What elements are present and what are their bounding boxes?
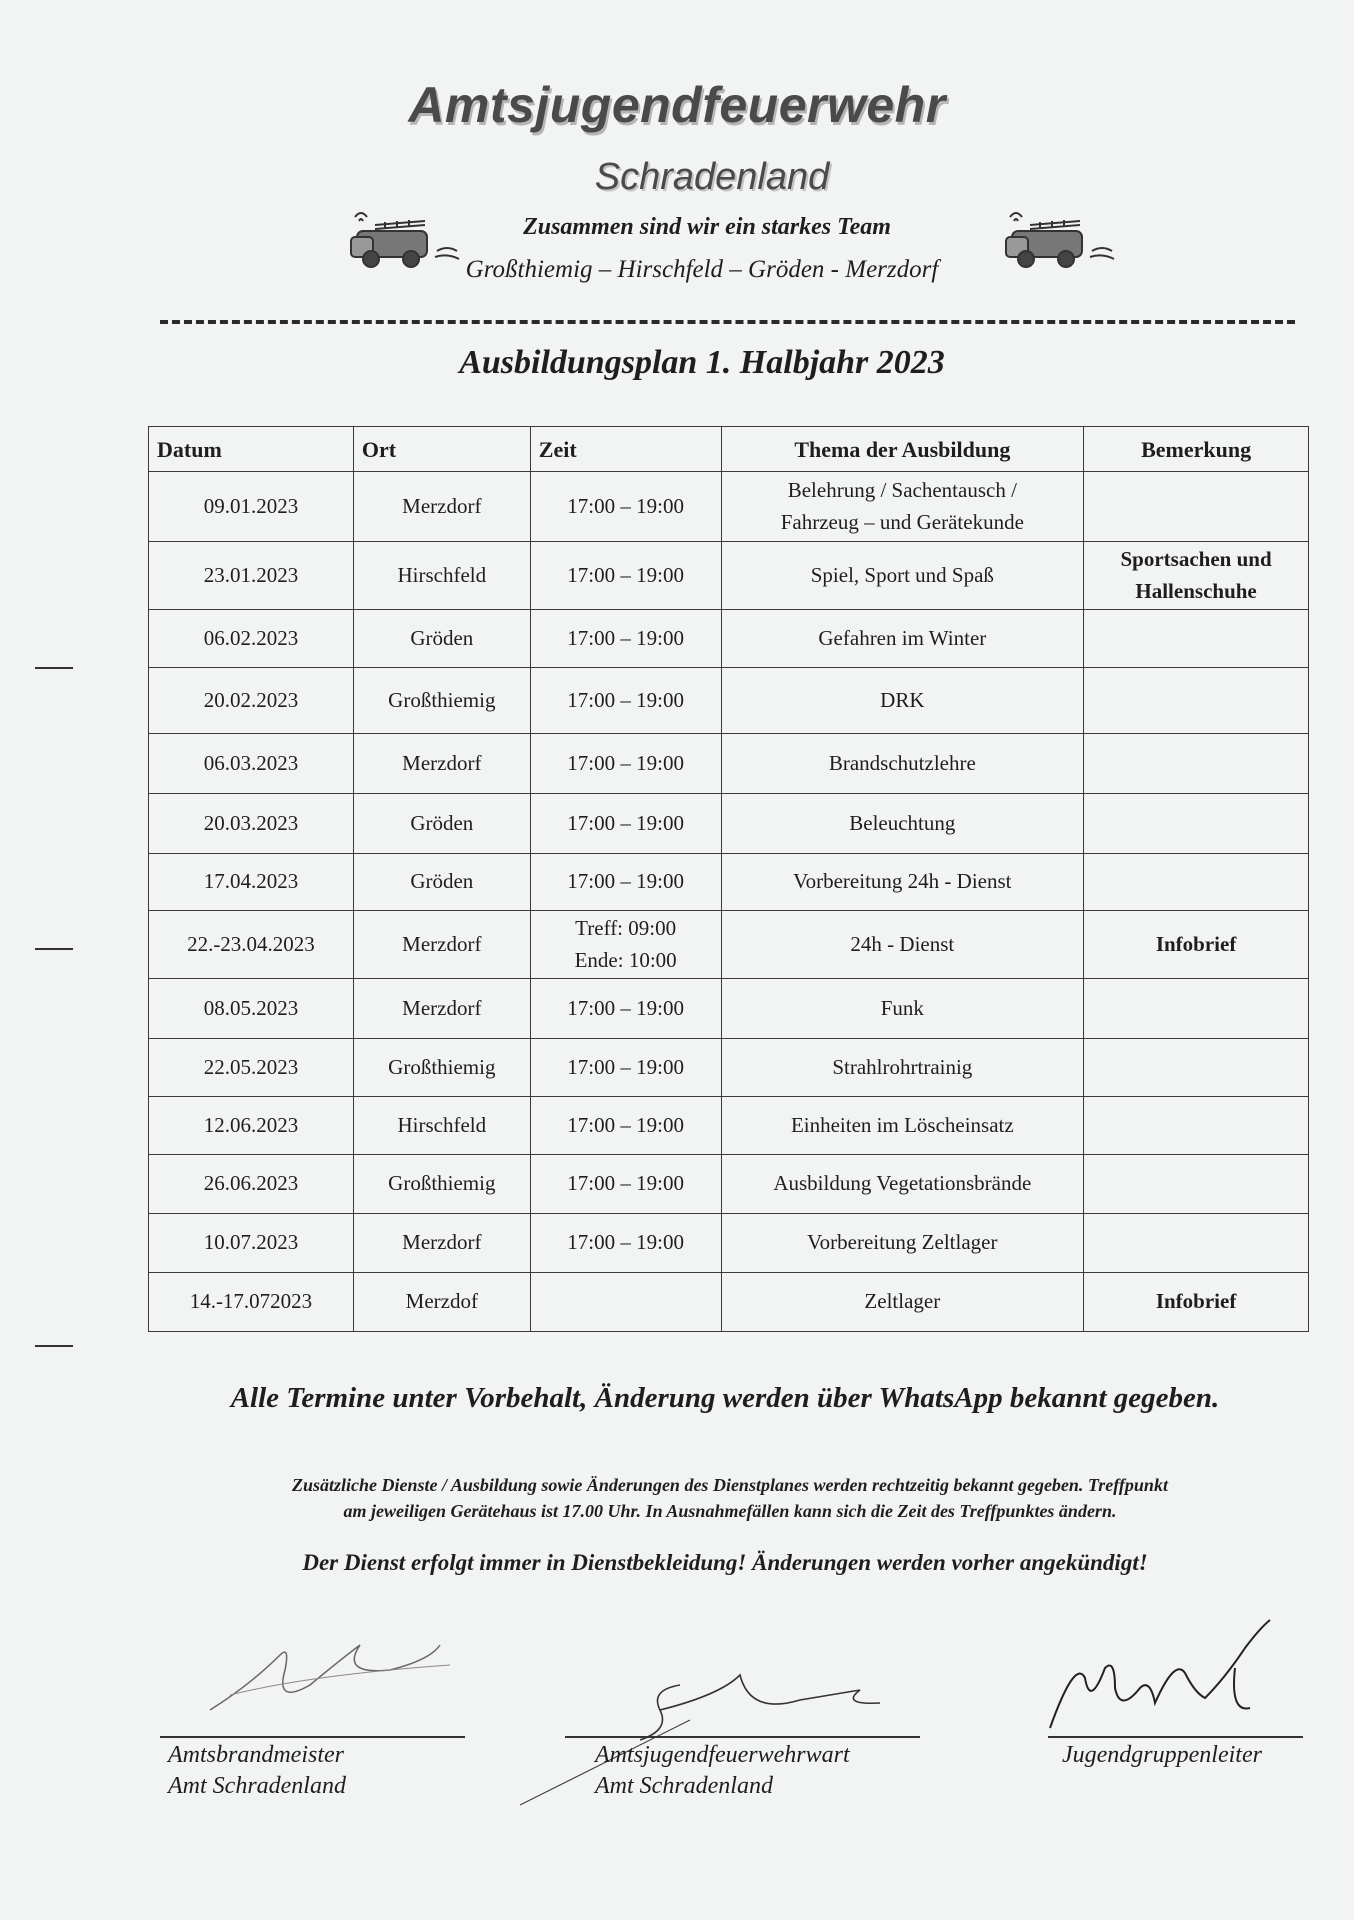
- cell-place: Großthiemig: [353, 1039, 530, 1097]
- additional-note-line: Zusätzliche Dienste / Ausbildung sowie Änderungen des Dienstplanes werden rechtzeitig bekannt gegeben. Treffpunkt: [292, 1475, 1168, 1495]
- cell-note: [1084, 472, 1309, 542]
- cell-place: Großthiemig: [353, 1155, 530, 1214]
- cell-note: [1084, 668, 1309, 734]
- cell-topic: Vorbereitung 24h - Dienst: [721, 854, 1084, 911]
- table-row: [149, 911, 1309, 979]
- org-title: Amtsjugendfeuerwehr: [408, 77, 946, 133]
- time-line: Treff: 09:00: [575, 916, 677, 940]
- signature-org: Amt Schradenland: [595, 1773, 773, 1800]
- signature-mark: [190, 1615, 460, 1725]
- cell-topic: [721, 472, 1084, 542]
- cell-note: [1084, 542, 1309, 610]
- cell-date: 10.07.2023: [149, 1214, 354, 1273]
- signature-mark: [1045, 1618, 1285, 1738]
- cell-time: 17:00 – 19:00: [530, 794, 721, 854]
- region-subtitle: Schradenland: [594, 156, 830, 198]
- cell-place: Hirschfeld: [353, 1097, 530, 1155]
- cell-date: 26.06.2023: [149, 1155, 354, 1214]
- table-row: [149, 1155, 1309, 1214]
- cell-topic: Zeltlager: [721, 1273, 1084, 1332]
- cell-date: 14.-17.072023: [149, 1273, 354, 1332]
- signature-line: [160, 1736, 465, 1738]
- table-header-row: [149, 427, 1309, 472]
- cell-note: [1084, 1039, 1309, 1097]
- table-row: [149, 668, 1309, 734]
- margin-mark: [35, 948, 73, 950]
- table-row: [149, 854, 1309, 911]
- header-topic: Thema der Ausbildung: [721, 427, 1084, 472]
- table-row: [149, 734, 1309, 794]
- cell-time: 17:00 – 19:00: [530, 1039, 721, 1097]
- table-row: [149, 979, 1309, 1039]
- cell-date: 06.03.2023: [149, 734, 354, 794]
- slogan: Zusammen sind wir ein starkes Team: [523, 214, 891, 240]
- margin-mark: [35, 667, 73, 669]
- cell-date: 08.05.2023: [149, 979, 354, 1039]
- cell-topic: 24h - Dienst: [721, 911, 1084, 979]
- cell-date: 23.01.2023: [149, 542, 354, 610]
- topic-line: Belehrung / Sachentausch /: [787, 478, 1017, 502]
- cell-topic: Brandschutzlehre: [721, 734, 1084, 794]
- cell-date: 09.01.2023: [149, 472, 354, 542]
- cell-time: 17:00 – 19:00: [530, 1214, 721, 1273]
- signature-role: Amtsjugendfeuerwehrwart: [595, 1742, 850, 1768]
- cell-place: Großthiemig: [353, 668, 530, 734]
- cell-note: [1084, 854, 1309, 911]
- cell-note: [1084, 1214, 1309, 1273]
- header-date: Datum: [149, 427, 354, 472]
- table-row: [149, 542, 1309, 610]
- uniform-note: Der Dienst erfolgt immer in Dienstbekleidung! Änderungen werden vorher angekündigt!: [302, 1550, 1148, 1575]
- cell-note: [1084, 794, 1309, 854]
- note-line: Hallenschuhe: [1135, 578, 1257, 603]
- cell-time: 17:00 – 19:00: [530, 1097, 721, 1155]
- signature-line: [1048, 1736, 1303, 1738]
- signature-block: [168, 1740, 346, 1802]
- signature-line: [565, 1736, 920, 1738]
- cell-place: Merzdof: [353, 1273, 530, 1332]
- cell-place: Merzdorf: [353, 472, 530, 542]
- cell-place: Gröden: [353, 794, 530, 854]
- cell-time: 17:00 – 19:00: [530, 1155, 721, 1214]
- cell-note: Infobrief: [1084, 1273, 1309, 1332]
- cell-topic: Vorbereitung Zeltlager: [721, 1214, 1084, 1273]
- additional-note-line: am jeweiligen Gerätehaus ist 17.00 Uhr. In Ausnahmefällen kann sich die Zeit des Treffpunktes ändern.: [343, 1501, 1117, 1522]
- cell-place: Gröden: [353, 854, 530, 911]
- reservation-notice: Alle Termine unter Vorbehalt, Änderung werden über WhatsApp bekannt gegeben.: [230, 1382, 1220, 1414]
- additional-note: [160, 1472, 1300, 1524]
- cell-topic: DRK: [721, 668, 1084, 734]
- cell-place: Merzdorf: [353, 1214, 530, 1273]
- schedule-table: [148, 426, 1309, 1332]
- cell-note: [1084, 1155, 1309, 1214]
- cell-note: Infobrief: [1084, 911, 1309, 979]
- cell-date: 20.03.2023: [149, 794, 354, 854]
- signature-role: Amtsbrandmeister: [168, 1742, 344, 1768]
- table-row: [149, 794, 1309, 854]
- table-row: [149, 1097, 1309, 1155]
- topic-line: Fahrzeug – und Gerätekunde: [780, 509, 1024, 534]
- cell-date: 17.04.2023: [149, 854, 354, 911]
- cell-time: 17:00 – 19:00: [530, 668, 721, 734]
- cell-place: Gröden: [353, 610, 530, 668]
- cell-topic: Gefahren im Winter: [721, 610, 1084, 668]
- divider: [160, 320, 1295, 324]
- note-line: Sportsachen und: [1120, 547, 1272, 571]
- signature-role: Jugendgruppenleiter: [1062, 1742, 1262, 1768]
- cell-topic: Funk: [721, 979, 1084, 1039]
- cell-topic: Beleuchtung: [721, 794, 1084, 854]
- signature-org: Amt Schradenland: [168, 1773, 346, 1800]
- cell-topic: Einheiten im Löscheinsatz: [721, 1097, 1084, 1155]
- signature-block: [1062, 1740, 1262, 1771]
- cell-time: 17:00 – 19:00: [530, 542, 721, 610]
- cell-note: [1084, 610, 1309, 668]
- cell-date: 22.-23.04.2023: [149, 911, 354, 979]
- village-list: Großthiemig – Hirschfeld – Gröden - Merzdorf: [465, 256, 939, 283]
- cell-time: 17:00 – 19:00: [530, 854, 721, 911]
- table-row: [149, 610, 1309, 668]
- header-place: Ort: [353, 427, 530, 472]
- plan-title: Ausbildungsplan 1. Halbjahr 2023: [459, 344, 945, 381]
- cell-place: Merzdorf: [353, 911, 530, 979]
- cell-time: 17:00 – 19:00: [530, 979, 721, 1039]
- table-row: [149, 1273, 1309, 1332]
- cell-topic: Ausbildung Vegetationsbrände: [721, 1155, 1084, 1214]
- cell-place: Hirschfeld: [353, 542, 530, 610]
- cell-topic: Spiel, Sport und Spaß: [721, 542, 1084, 610]
- signature-mark: [600, 1655, 900, 1745]
- cell-note: [1084, 979, 1309, 1039]
- cell-date: 06.02.2023: [149, 610, 354, 668]
- cell-date: 12.06.2023: [149, 1097, 354, 1155]
- cell-time: 17:00 – 19:00: [530, 610, 721, 668]
- cell-place: Merzdorf: [353, 979, 530, 1039]
- time-line: Ende: 10:00: [574, 947, 677, 972]
- cell-note: [1084, 734, 1309, 794]
- cell-place: Merzdorf: [353, 734, 530, 794]
- cell-time: 17:00 – 19:00: [530, 472, 721, 542]
- cell-note: [1084, 1097, 1309, 1155]
- signature-block: [595, 1740, 850, 1802]
- table-row: [149, 472, 1309, 542]
- cell-topic: Strahlrohrtrainig: [721, 1039, 1084, 1097]
- table-row: [149, 1214, 1309, 1273]
- cell-date: 20.02.2023: [149, 668, 354, 734]
- header-time: Zeit: [530, 427, 721, 472]
- table-row: [149, 1039, 1309, 1097]
- cell-time: [530, 1273, 721, 1332]
- cell-time: 17:00 – 19:00: [530, 734, 721, 794]
- header-note: Bemerkung: [1084, 427, 1309, 472]
- margin-mark: [35, 1345, 73, 1347]
- cell-time: [530, 911, 721, 979]
- cell-date: 22.05.2023: [149, 1039, 354, 1097]
